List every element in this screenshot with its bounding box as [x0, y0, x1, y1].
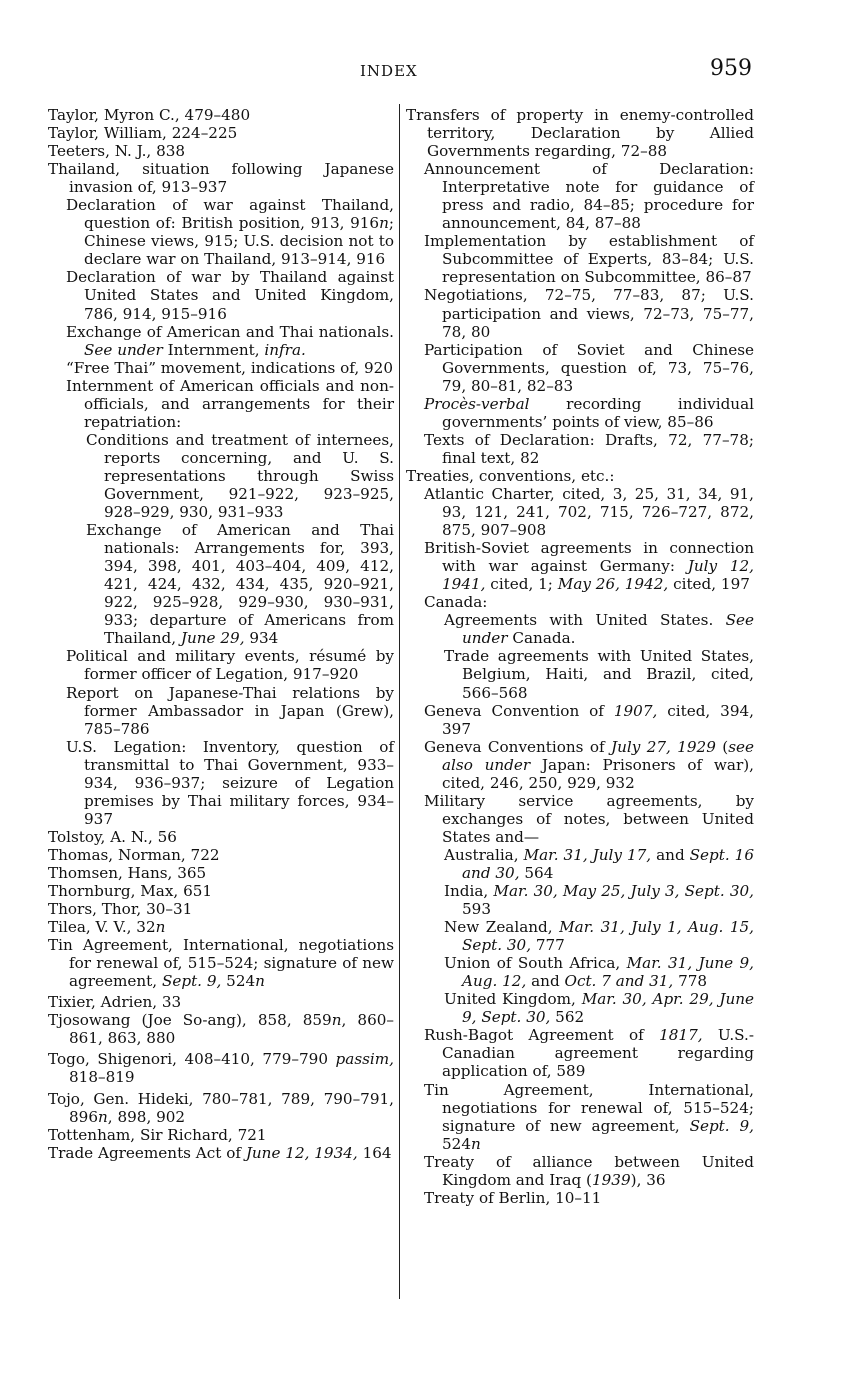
- index-entry: [424, 484, 754, 540]
- index-entry-italic-text: n: [379, 214, 389, 233]
- index-entry: [424, 340, 754, 395]
- index-entry-text: Agreements with United States.: [444, 611, 726, 630]
- index-entry-text: India,: [444, 882, 494, 901]
- index-entry-italic-text: Mar. 30, Apr. 29, June 9, Sept. 30,: [462, 990, 755, 1027]
- index-entry-italic-text: July 27, 1929: [611, 737, 716, 756]
- index-entry: [86, 521, 394, 648]
- index-entry-text: Internment of American officials and non-officials, and arrangements for their repatriation:: [66, 376, 394, 431]
- index-entry-text: Announcement of Declaration: Interpretative note for guidance of press and radio, 84–85; procedure for announcement, 84, 87–88: [424, 160, 754, 233]
- index-entry-italic-text: July 12, 1941,: [442, 557, 754, 594]
- index-entry-text: Canada:: [424, 593, 488, 612]
- index-entry-text: Geneva Convention of: [424, 701, 614, 720]
- index-entry-text: 818–819: [69, 1068, 135, 1087]
- index-entry: [424, 232, 754, 287]
- index-entry: [424, 593, 754, 612]
- index-entry-italic-text: n: [331, 1011, 342, 1030]
- index-entry-text: Tojo, Gen. Hideki, 780–781, 789, 790–791, 896: [48, 1089, 394, 1126]
- index-entry: [424, 791, 754, 846]
- index-entry-text: Declaration of war against Thailand, question of: British position, 913, 916: [66, 196, 394, 233]
- page-number: 959: [710, 56, 752, 81]
- index-entry-italic-text: Procès-verbal: [424, 394, 530, 413]
- index-entry: [66, 647, 394, 684]
- index-entry: [424, 701, 754, 738]
- index-entry-italic-text: Mar. 30, May 25, July 3, Sept. 30,: [493, 882, 754, 901]
- index-entry-text: “Free Thai” movement, indications of, 920: [66, 358, 393, 377]
- index-entry-text: Tottenham, Sir Richard, 721: [48, 1125, 267, 1144]
- index-entry-italic-text: passim,: [335, 1050, 394, 1069]
- index-entry-text: New Zealand,: [444, 918, 560, 937]
- index-entry-text: cited, 394, 397: [442, 701, 754, 738]
- index-entry: [424, 160, 754, 233]
- index-entry-text: Exchange of American and Thai nationals.: [66, 322, 394, 341]
- index-entry-text: Treaties, conventions, etc.:: [406, 466, 615, 485]
- index-entry-text: 524: [221, 972, 256, 991]
- index-entry-italic-text: see also under: [442, 737, 754, 774]
- index-entry-text: Trade agreements with United States, Belgium, Haiti, and Brazil, cited, 566–568: [444, 647, 754, 702]
- index-entry-text: Union of South Africa,: [444, 954, 627, 973]
- index-entry: [66, 268, 394, 323]
- index-entry-text: cited, 1;: [485, 575, 558, 594]
- index-entry-text: Tin Agreement, International, negotiations for renewal of, 515–524; signature of new agreement,: [424, 1080, 754, 1135]
- index-entry: [48, 106, 394, 124]
- index-entry-text: 777: [531, 936, 565, 955]
- index-entry-italic-text: n: [471, 1134, 481, 1153]
- index-entry-text: , 898, 902: [107, 1107, 186, 1126]
- index-column-left: [48, 106, 394, 1162]
- index-entry-italic-text: Mar. 31, June 9, Aug. 12,: [462, 954, 754, 991]
- index-entry-text: Rush-Bagot Agreement of: [424, 1026, 660, 1045]
- index-entry-italic-text: May 26, 1942,: [557, 575, 669, 594]
- index-entry-text: Thors, Thor, 30–31: [48, 900, 193, 919]
- index-entry-text: 934: [244, 629, 279, 648]
- index-entry: [66, 376, 394, 431]
- index-entry-text: Transfers of property in enemy-controlled territory, Declaration by Allied Governments regarding, 72–88: [406, 106, 754, 161]
- index-entry-text: Texts of Declaration: Drafts, 72, 77–78; final text, 82: [424, 430, 754, 467]
- index-entry: [406, 466, 754, 485]
- index-entry: [424, 1026, 754, 1081]
- index-entry: [66, 322, 394, 359]
- index-entry-text: Tixier, Adrien, 33: [48, 993, 182, 1012]
- index-entry: [48, 827, 394, 846]
- index-entry: [48, 900, 394, 919]
- index-entry-text: , 860–861, 863, 880: [69, 1011, 394, 1048]
- index-entry-text: Togo, Shigenori, 408–410, 779–790: [48, 1050, 336, 1069]
- index-entry-italic-text: Mar. 31, July 1, Aug. 15, Sept. 30,: [462, 918, 754, 955]
- index-entry-text: and: [526, 972, 565, 991]
- index-entry-text: Treaty of Berlin, 10–11: [424, 1188, 602, 1207]
- index-entry-text: Political and military events, résumé by former officer of Legation, 917–920: [66, 647, 394, 684]
- index-entry-text: Thomsen, Hans, 365: [48, 863, 207, 882]
- index-entry-text: Australia,: [444, 845, 524, 864]
- index-entry: [48, 1089, 394, 1126]
- index-entry-text: Internment,: [162, 340, 265, 359]
- index-entry: [48, 845, 394, 864]
- index-entry: [444, 611, 754, 648]
- index-entry: [444, 954, 754, 991]
- column-divider: [399, 104, 400, 1299]
- index-entry-text: 562: [550, 1008, 585, 1027]
- index-entry-italic-text: Sept. 9,: [161, 972, 222, 991]
- index-entry: [424, 394, 754, 431]
- index-entry-text: Thornburg, Max, 651: [48, 882, 213, 901]
- index-entry-text: U.S.-Canadian agreement regarding application of, 589: [442, 1026, 754, 1081]
- index-entry-italic-text: Mar. 31, July 17,: [523, 845, 652, 864]
- index-entry-text: 524: [442, 1134, 471, 1153]
- index-entry-text: Participation of Soviet and Chinese Governments, question of, 73, 75–76, 79, 80–81, 82–83: [424, 340, 754, 395]
- index-entry-text: Geneva Conventions of: [424, 737, 612, 756]
- index-entry: [48, 993, 394, 1012]
- index-entry-text: Japan: Prisoners of war), cited, 246, 250, 929, 932: [442, 755, 754, 792]
- index-entry-text: Tin Agreement, International, negotiations for renewal of, 515–524; signature of new agreement,: [48, 936, 394, 991]
- index-entry-text: Negotiations, 72–75, 77–83, 87; U.S. participation and views, 72–73, 75–77, 78, 80: [424, 286, 754, 341]
- index-entry-text: Treaty of alliance between United Kingdom and Iraq (: [424, 1152, 754, 1189]
- index-entry: [424, 539, 754, 594]
- index-entry-text: Declaration of war by Thailand against United States and United Kingdom, 786, 914, 915–916: [66, 268, 394, 323]
- index-entry: [48, 1050, 394, 1087]
- index-entry-text: U.S. Legation: Inventory, question of transmittal to Thai Government, 933–934, 936–937; seizure of Legation premises by Thai military forces, 934–937: [66, 737, 394, 828]
- index-entry: [48, 1011, 394, 1048]
- index-entry: [48, 160, 394, 197]
- index-entry: [48, 936, 394, 991]
- index-entry-text: cited, 197: [668, 575, 750, 594]
- index-entry: [444, 990, 755, 1027]
- index-entry: [48, 124, 394, 143]
- index-entry: [424, 737, 754, 792]
- index-entry-text: Taylor, William, 224–225: [48, 124, 238, 143]
- header-title: INDEX: [360, 62, 418, 80]
- index-entry-text: Thailand, situation following Japanese invasion of, 913–937: [48, 160, 394, 197]
- index-entry: [48, 1143, 394, 1162]
- index-entry: [66, 358, 394, 377]
- index-entry: [48, 863, 394, 882]
- index-entry: [424, 1188, 754, 1207]
- index-entry-italic-text: n: [98, 1107, 108, 1126]
- index-entry-text: Military service agreements, by exchanges of notes, between United States and—: [424, 791, 754, 846]
- index-entry: [424, 430, 754, 467]
- index-entry: [424, 1080, 754, 1153]
- index-entry-italic-text: Sept. 16 and 30,: [462, 845, 755, 882]
- index-entry-italic-text: 1939: [591, 1170, 631, 1189]
- index-entry-text: (: [715, 737, 729, 756]
- index-entry-text: Thomas, Norman, 722: [48, 845, 220, 864]
- index-entry-text: Implementation by establishment of Subcommittee of Experts, 83–84; U.S. representation on Subcommittee, 86–87: [424, 232, 754, 287]
- index-entry-text: 778: [673, 972, 708, 991]
- index-entry-italic-text: June 29,: [180, 629, 245, 648]
- index-entry-text: 164: [357, 1143, 392, 1162]
- index-entry-italic-text: See under: [462, 611, 754, 648]
- index-entry-italic-text: n: [155, 918, 166, 937]
- index-entry-text: 593: [462, 900, 491, 919]
- index-entry: [444, 918, 754, 955]
- index-entry-italic-text: Oct. 7 and 31,: [564, 972, 674, 991]
- index-entry-text: Canada.: [507, 629, 576, 648]
- index-entry-text: Tjosowang (Joe So-ang), 858, 859: [48, 1011, 332, 1030]
- index-entry-italic-text: 1817,: [659, 1026, 703, 1045]
- index-entry-italic-text: 1907,: [613, 701, 658, 720]
- index-entry: [86, 430, 394, 522]
- index-entry-text: Tolstoy, A. N., 56: [48, 827, 177, 846]
- index-entry-text: and: [651, 845, 690, 864]
- index-entry-text: Teeters, N. J., 838: [48, 142, 186, 161]
- index-column-right: [406, 106, 754, 1207]
- index-entry-text: Exchange of American and Thai nationals: Arrangements for, 393, 394, 398, 401, 403–404, 409, 412, 421, 424, 432, 434, 435, 920–921, 922, 925–928, 929–930, 930–931, 933; departure of Americans from Thailand,: [86, 521, 394, 648]
- index-entry-italic-text: n: [255, 972, 265, 991]
- index-entry-text: Atlantic Charter, cited, 3, 25, 31, 34, 91, 93, 121, 241, 702, 715, 726–727, 872, 875, 907–908: [424, 484, 754, 540]
- index-entry: [48, 918, 394, 937]
- index-entry: [424, 286, 754, 341]
- index-entry: [48, 142, 394, 161]
- index-entry-text: United Kingdom,: [444, 990, 582, 1009]
- index-entry-text: 564: [519, 863, 554, 882]
- index-entry-text: British-Soviet agreements in connection with war against Germany:: [424, 539, 754, 576]
- index-entry-text: Trade Agreements Act of: [48, 1143, 246, 1162]
- index-entry-italic-text: infra.: [264, 340, 306, 359]
- index-entry: [66, 683, 394, 738]
- index-entry: [48, 1125, 394, 1144]
- index-entry: [444, 845, 755, 882]
- index-entry: [66, 196, 394, 269]
- index-entry: [444, 647, 754, 702]
- index-entry-text: ; Chinese views, 915; U.S. decision not to declare war on Thailand, 913–914, 916: [84, 214, 394, 269]
- index-entry-text: ), 36: [630, 1170, 666, 1189]
- index-entry-text: Tilea, V. V., 32: [48, 918, 156, 937]
- index-entry-text: recording individual governments’ points of view, 85–86: [442, 394, 754, 431]
- index-entry-italic-text: See under: [84, 340, 163, 359]
- index-entry-italic-text: June 12, 1934,: [245, 1143, 358, 1162]
- index-entry-text: Taylor, Myron C., 479–480: [48, 106, 251, 124]
- index-entry: [48, 882, 394, 901]
- index-entry-text: Report on Japanese-Thai relations by former Ambassador in Japan (Grew), 785–786: [66, 683, 394, 738]
- index-entry: [66, 737, 394, 828]
- index-entry: [444, 882, 754, 919]
- index-entry-text: Conditions and treatment of internees, reports concerning, and U. S. representations through Swiss Government, 921–922, 923–925, 928–929, 930, 931–933: [86, 430, 394, 522]
- index-entry-italic-text: Sept. 9,: [689, 1116, 754, 1135]
- running-header: [0, 56, 841, 86]
- index-entry: [424, 1152, 754, 1189]
- index-entry: [406, 106, 754, 161]
